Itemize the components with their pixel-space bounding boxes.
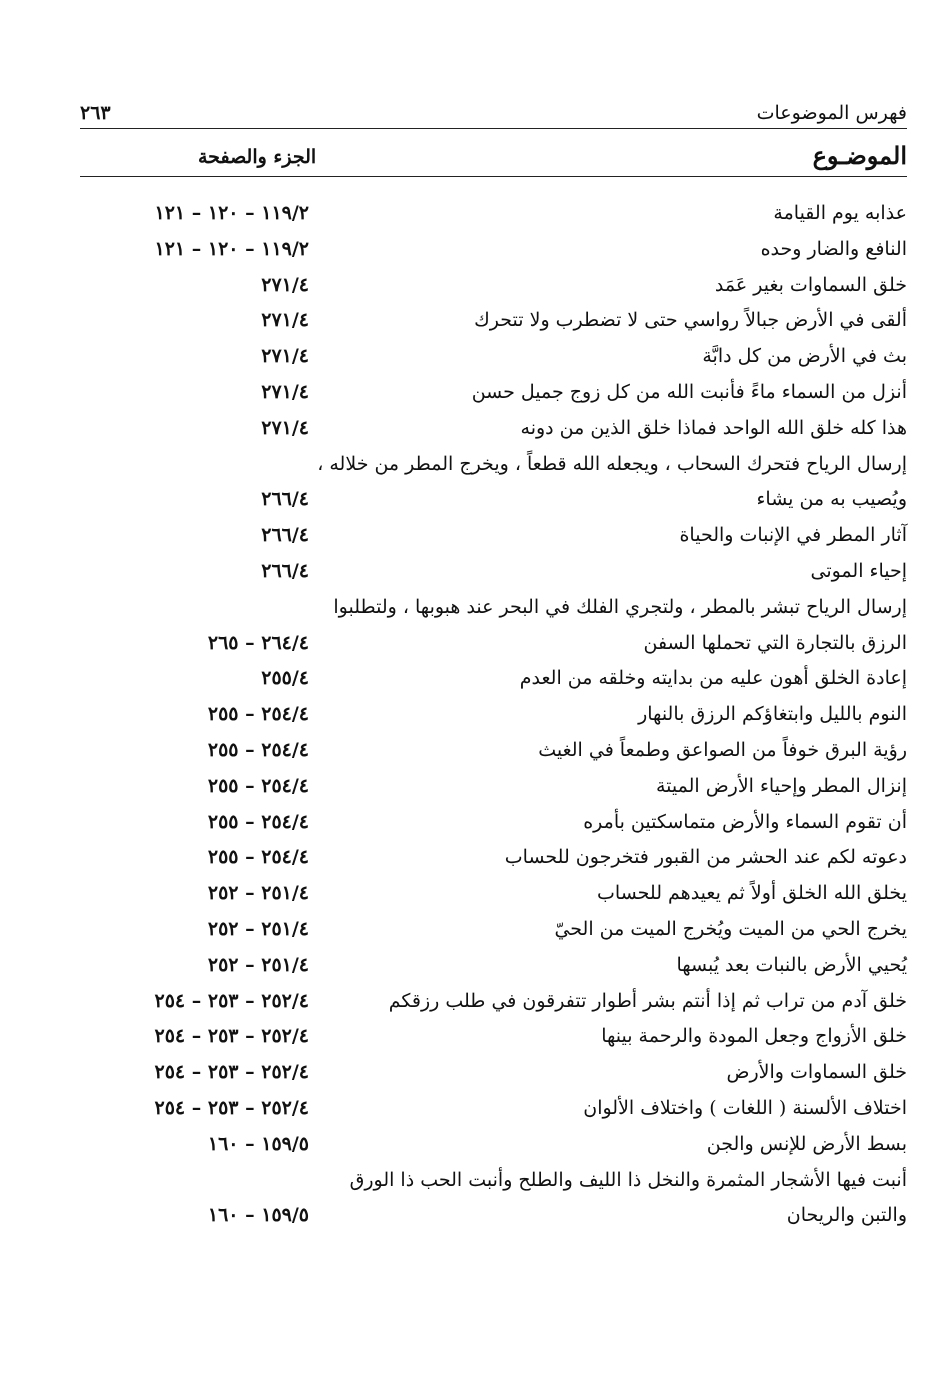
entry-reference: ٢٥٢/٤ – ٢٥٣ – ٢٥٤ — [154, 1025, 309, 1048]
index-entry — [80, 769, 907, 805]
entry-reference: ٢٦٦/٤ — [261, 524, 309, 547]
entry-reference: ٢٥٢/٤ – ٢٥٣ – ٢٥٤ — [154, 1096, 309, 1119]
index-entry — [80, 1198, 907, 1234]
entry-reference: ٢٧١/٤ — [261, 273, 309, 296]
index-entry — [80, 697, 907, 733]
entry-reference: ٢٥٥/٤ — [261, 667, 309, 690]
entry-reference: ٢٧١/٤ — [261, 416, 309, 439]
entry-reference: ٢٧١/٤ — [261, 380, 309, 403]
entry-topic: والتبن والريحان — [786, 1204, 907, 1227]
index-entry — [80, 268, 907, 304]
reference-column-heading: الجزء والصفحة — [198, 146, 317, 168]
index-entry — [80, 661, 907, 697]
index-entry — [80, 912, 907, 948]
index-entry — [80, 590, 907, 626]
index-entry — [80, 840, 907, 876]
entry-reference: ٢٥٤/٤ – ٢٥٥ — [207, 774, 309, 797]
entry-topic: يخلق الله الخلق أولاً ثم يعيدهم للحساب — [597, 882, 907, 905]
entry-topic: أن تقوم السماء والأرض متماسكتين بأمره — [583, 810, 907, 833]
entry-reference: ٢٦٦/٤ — [261, 488, 309, 511]
entry-topic: هذا كله خلق الله الواحد فماذا خلق الذين من دونه — [520, 416, 907, 439]
entry-topic: أنزل من السماء ماءً فأنبت الله من كل زوج جميل حسن — [471, 380, 907, 403]
entry-topic: يُحيي الأرض بالنبات بعد يُبسها — [676, 953, 907, 976]
entry-topic: إرسال الرياح تبشر بالمطر ، ولتجري الفلك في البحر عند هبوبها ، ولتطلبوا — [333, 595, 907, 618]
entry-topic: ألقى في الأرض جبالاً رواسي حتى لا تضطرب ولا تتحرك — [474, 309, 907, 332]
entry-reference: ٢٦٦/٤ — [261, 559, 309, 582]
entry-reference: ٢٥٢/٤ – ٢٥٣ – ٢٥٤ — [154, 1061, 309, 1084]
entry-reference: ١٥٩/٥ – ١٦٠ — [207, 1132, 309, 1155]
index-entry — [80, 1163, 907, 1199]
index-entry — [80, 1019, 907, 1055]
column-header — [80, 136, 907, 177]
index-entry — [80, 196, 907, 232]
index-entry — [80, 1127, 907, 1163]
index-entry — [80, 805, 907, 841]
entry-reference: ٢٥٢/٤ – ٢٥٣ – ٢٥٤ — [154, 989, 309, 1012]
entry-topic: الرزق بالتجارة التي تحملها السفن — [643, 631, 907, 654]
entry-topic: بسط الأرض للإنس والجن — [706, 1132, 907, 1155]
index-entry — [80, 1055, 907, 1091]
entry-reference: ١١٩/٢ – ١٢٠ – ١٢١ — [154, 237, 309, 260]
entry-reference: ١٥٩/٥ – ١٦٠ — [207, 1204, 309, 1227]
index-entry — [80, 876, 907, 912]
entry-reference: ٢٥٤/٤ – ٢٥٥ — [207, 810, 309, 833]
running-header — [80, 92, 907, 129]
entry-reference: ٢٥١/٤ – ٢٥٢ — [207, 953, 309, 976]
entry-topic: النوم بالليل وابتغاؤكم الرزق بالنهار — [638, 703, 907, 726]
entry-topic: النافع والضار وحده — [760, 237, 907, 260]
entry-topic: إرسال الرياح فتحرك السحاب ، ويجعله الله قطعاً ، ويخرج المطر من خلاله ، — [317, 452, 907, 475]
entry-topic: إحياء الموتى — [810, 559, 907, 582]
entry-topic: خلق آدم من تراب ثم إذا أنتم بشر أطوار تتفرقون في طلب رزقكم — [388, 989, 907, 1012]
index-entry — [80, 411, 907, 447]
entry-topic: خلق السماوات بغير عَمَد — [714, 273, 907, 296]
index-entry — [80, 447, 907, 483]
entry-topic: خلق السماوات والأرض — [726, 1061, 907, 1084]
index-entry — [80, 232, 907, 268]
entry-reference: ٢٧١/٤ — [261, 309, 309, 332]
entry-reference: ٢٥١/٤ – ٢٥٢ — [207, 882, 309, 905]
entry-topic: ويُصيب به من يشاء — [756, 488, 907, 511]
entry-topic: أنبت فيها الأشجار المثمرة والنخل ذا الليف والطلح وأنبت الحب ذا الورق — [349, 1168, 907, 1191]
entry-reference: ٢٥٤/٤ – ٢٥٥ — [207, 846, 309, 869]
index-entry — [80, 375, 907, 411]
entry-topic: دعوته لكم عند الحشر من القبور فتخرجون للحساب — [504, 846, 907, 869]
topic-column-heading: الموضـوع — [812, 141, 907, 170]
index-entries — [80, 196, 907, 1234]
entry-topic: رؤية البرق خوفاً من الصواعق وطمعاً في الغيث — [538, 738, 907, 761]
entry-reference: ٢٥٤/٤ – ٢٥٥ — [207, 703, 309, 726]
entry-topic: آثار المطر في الإنبات والحياة — [679, 524, 907, 547]
page-number: ٢٦٣ — [80, 102, 111, 124]
entry-topic: يخرج الحي من الميت ويُخرج الميت من الحيّ — [554, 917, 907, 940]
entry-reference: ٢٥٤/٤ – ٢٥٥ — [207, 738, 309, 761]
entry-topic: اختلاف الألسنة ( اللغات ) واختلاف الألوان — [583, 1096, 907, 1119]
entry-reference: ٢٦٤/٤ – ٢٦٥ — [207, 631, 309, 654]
entry-topic: عذابه يوم القيامة — [773, 202, 907, 224]
index-entry — [80, 518, 907, 554]
running-title: فهرس الموضوعات — [756, 102, 907, 124]
entry-topic: إنزال المطر وإحياء الأرض الميتة — [655, 774, 907, 797]
index-entry — [80, 1091, 907, 1127]
entry-topic: خلق الأزواج وجعل المودة والرحمة بينها — [601, 1025, 907, 1048]
index-entry — [80, 948, 907, 984]
index-entry — [80, 984, 907, 1020]
entry-reference: ٢٧١/٤ — [261, 345, 309, 368]
index-entry — [80, 339, 907, 375]
entry-topic: بث في الأرض من كل دابَّة — [702, 345, 907, 368]
index-entry — [80, 303, 907, 339]
entry-topic: إعادة الخلق أهون عليه من بدايته وخلقه من العدم — [519, 667, 907, 690]
index-entry — [80, 626, 907, 662]
entry-reference: ١١٩/٢ – ١٢٠ – ١٢١ — [154, 202, 309, 224]
index-entry — [80, 554, 907, 590]
entry-reference: ٢٥١/٤ – ٢٥٢ — [207, 917, 309, 940]
index-entry — [80, 482, 907, 518]
index-entry — [80, 733, 907, 769]
